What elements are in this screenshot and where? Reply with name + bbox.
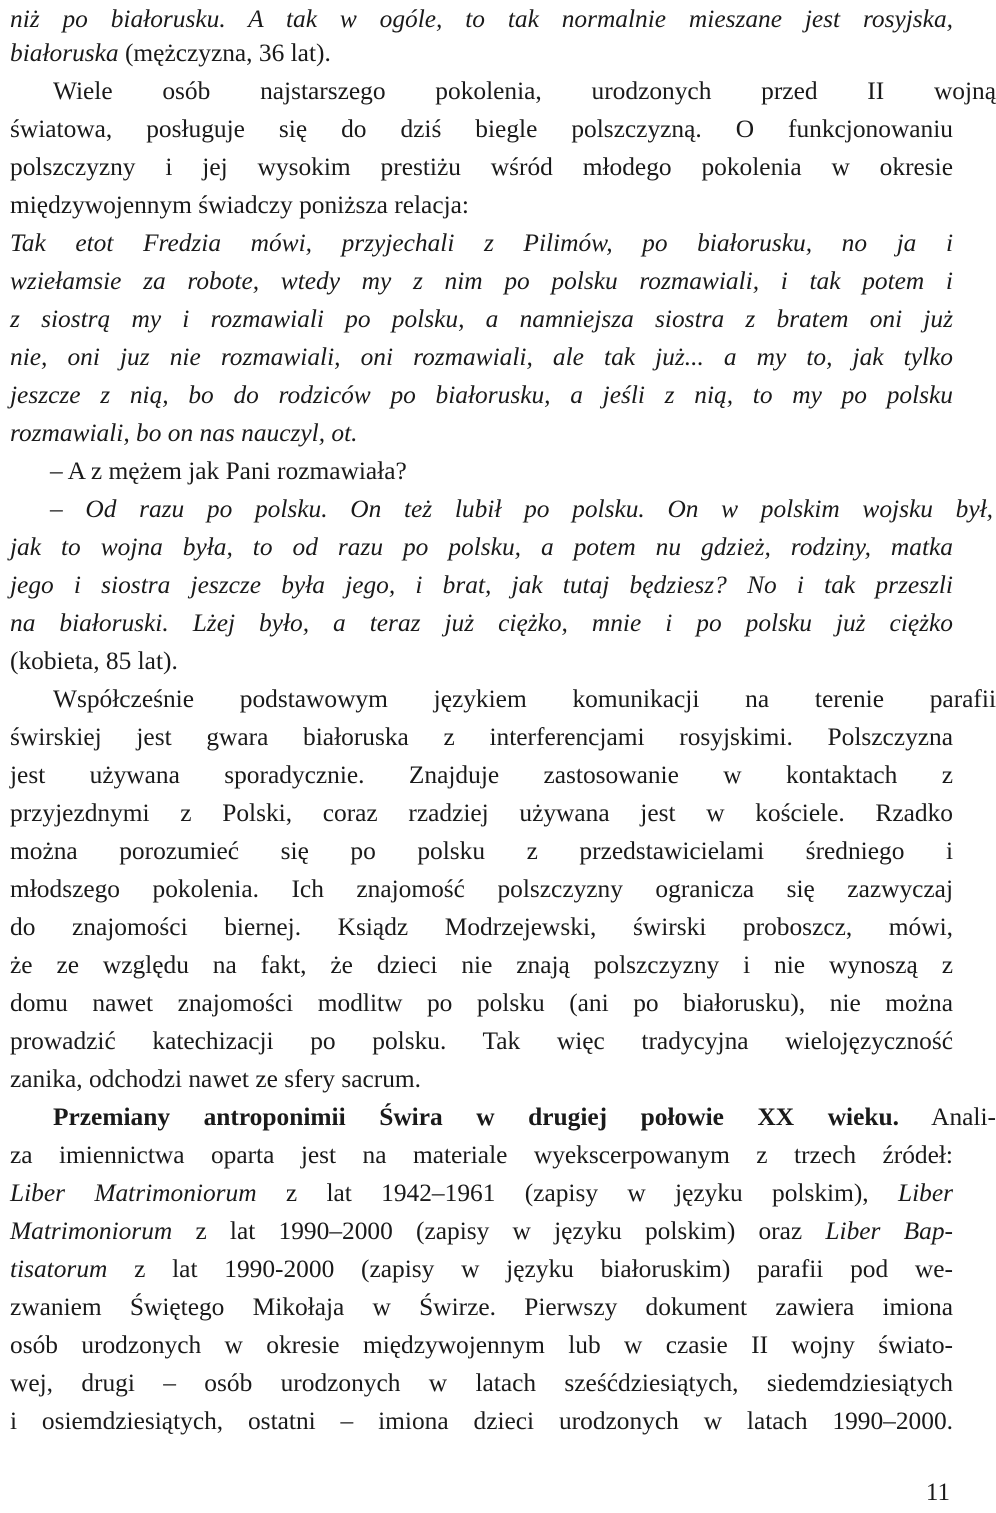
text-run: – Od razu po polsku. On też lubił po polsku. On w polskim wojsku był,	[50, 495, 993, 523]
text-line	[10, 1022, 953, 1060]
text-line	[10, 1098, 996, 1136]
text-line	[10, 110, 953, 148]
text-run: przyjezdnymi z Polski, coraz rzadziej używana jest w kościele. Rzadko	[10, 799, 953, 827]
text-run: Liber Bap-	[825, 1217, 953, 1245]
text-run: z siostrą my i rozmawiali po polsku, a namniejsza siostra z bratem oni już	[10, 305, 953, 333]
text-run: (kobieta, 85 lat).	[10, 647, 178, 675]
text-line	[10, 604, 953, 642]
text-line	[10, 984, 953, 1022]
text-line	[10, 490, 993, 528]
text-run: Wiele osób najstarszego pokolenia, urodzonych przed II wojną	[53, 77, 996, 105]
text-run: Współcześnie podstawowym językiem komunikacji na terenie parafii	[53, 685, 996, 713]
text-line	[10, 1136, 953, 1174]
text-line	[10, 34, 953, 72]
text-run: można porozumieć się po polsku z przedstawicielami średniego i	[10, 837, 953, 865]
text-line	[10, 718, 953, 756]
text-line	[10, 414, 953, 452]
text-run: wej, drugi – osób urodzonych w latach sześćdziesiątych, siedemdziesiątych	[10, 1369, 953, 1397]
text-line	[10, 756, 953, 794]
text-run: że ze względu na fakt, że dzieci nie znają polszczyzny i nie wynoszą z	[10, 951, 953, 979]
text-run: na białoruski. Lżej było, a teraz już ciężko, mnie i po polsku już ciężko	[10, 609, 953, 637]
text-run: zanika, odchodzi nawet ze sfery sacrum.	[10, 1065, 421, 1093]
text-run: – A z mężem jak Pani rozmawiała?	[50, 457, 407, 485]
text-run: tisatorum	[10, 1255, 108, 1283]
text-line	[10, 1288, 953, 1326]
text-run: młodszego pokolenia. Ich znajomość polszczyzny ogranicza się zazwyczaj	[10, 875, 953, 903]
text-line	[10, 1250, 953, 1288]
text-line	[10, 1060, 953, 1098]
text-run: białoruska	[10, 39, 119, 67]
text-line	[10, 528, 953, 566]
text-line	[10, 148, 953, 186]
text-run: zwaniem Świętego Mikołaja w Świrze. Pierwszy dokument zawiera imiona	[10, 1293, 953, 1321]
text-run: międzywojennym świadczy poniższa relacja:	[10, 191, 469, 219]
text-line	[10, 376, 953, 414]
text-line	[10, 452, 993, 490]
text-run: do znajomości biernej. Ksiądz Modrzejewski, świrski proboszcz, mówi,	[10, 913, 953, 941]
text-run: niż po białorusku. A tak w ogóle, to tak normalnie mieszane jest rosyjska,	[10, 5, 953, 33]
text-run: Tak etot Fredzia mówi, przyjechali z Pilimów, po białorusku, no ja i	[10, 229, 953, 257]
page-number: 11	[925, 1479, 950, 1506]
text-run: świrskiej jest gwara białoruska z interferencjami rosyjskimi. Polszczyzna	[10, 723, 953, 751]
text-run: z lat 1990–2000 (zapisy w języku polskim) oraz	[172, 1217, 826, 1245]
text-run: polszczyzny i jej wysokim prestiżu wśród młodego pokolenia w okresie	[10, 153, 953, 181]
text-run: jego i siostra jeszcze była jego, i brat, jak tutaj będziesz? No i tak przeszli	[10, 571, 953, 599]
text-run: jest używana sporadycznie. Znajduje zastosowanie w kontaktach z	[10, 761, 953, 789]
text-line	[10, 1402, 953, 1440]
text-run: jeszcze z nią, bo do rodziców po białorusku, a jeśli z nią, to my po polsku	[10, 381, 953, 409]
text-run: Anali-	[898, 1103, 996, 1131]
text-line	[10, 566, 953, 604]
text-run: rozmawiali, bo on nas nauczyl, ot.	[10, 419, 358, 447]
text-line	[10, 832, 953, 870]
text-run: Liber	[897, 1179, 953, 1207]
text-run: prowadzić katechizacji po polsku. Tak więc tradycyjna wielojęzyczność	[10, 1027, 953, 1055]
text-run: z lat 1990-2000 (zapisy w języku białoruskim) parafii pod we-	[107, 1255, 953, 1283]
text-line	[10, 1174, 953, 1212]
text-line	[10, 262, 953, 300]
text-line	[10, 224, 953, 262]
text-run: wziełamsie za robote, wtedy my z nim po polsku rozmawiali, i tak potem i	[10, 267, 953, 295]
text-line	[10, 300, 953, 338]
text-run: domu nawet znajomości modlitw po polsku (ani po białorusku), nie można	[10, 989, 953, 1017]
text-line	[10, 908, 953, 946]
text-run: z lat 1942–1961 (zapisy w języku polskim),	[256, 1179, 898, 1207]
text-line	[10, 642, 953, 680]
text-run: nie, oni juz nie rozmawiali, oni rozmawiali, ale tak już... a my to, jak tylko	[10, 343, 953, 371]
text-run: (mężczyzna, 36 lat).	[118, 39, 331, 67]
text-run: osób urodzonych w okresie międzywojennym lub w czasie II wojny świato-	[10, 1331, 953, 1359]
text-line	[10, 870, 953, 908]
text-run: i osiemdziesiątych, ostatni – imiona dzieci urodzonych w latach 1990–2000.	[10, 1407, 953, 1435]
text-run: jak to wojna była, to od razu po polsku, a potem nu gdzież, rodziny, matka	[10, 533, 953, 561]
text-line	[10, 1326, 953, 1364]
text-run: Liber Matrimoniorum	[10, 1179, 257, 1207]
text-run: za imiennictwa oparta jest na materiale wyekscerpowanym z trzech źródeł:	[10, 1141, 953, 1169]
text-run: Przemiany antroponimii Świra w drugiej połowie XX wieku.	[53, 1103, 899, 1131]
text-run: Matrimoniorum	[10, 1217, 173, 1245]
text-line	[10, 794, 953, 832]
text-line	[10, 186, 953, 224]
text-line	[10, 72, 996, 110]
text-line	[10, 680, 996, 718]
text-line	[10, 0, 953, 38]
text-line	[10, 338, 953, 376]
text-line	[10, 1364, 953, 1402]
text-run: światowa, posługuje się do dziś biegle polszczyzną. O funkcjonowaniu	[10, 115, 953, 143]
text-line	[10, 1212, 953, 1250]
text-line	[10, 946, 953, 984]
